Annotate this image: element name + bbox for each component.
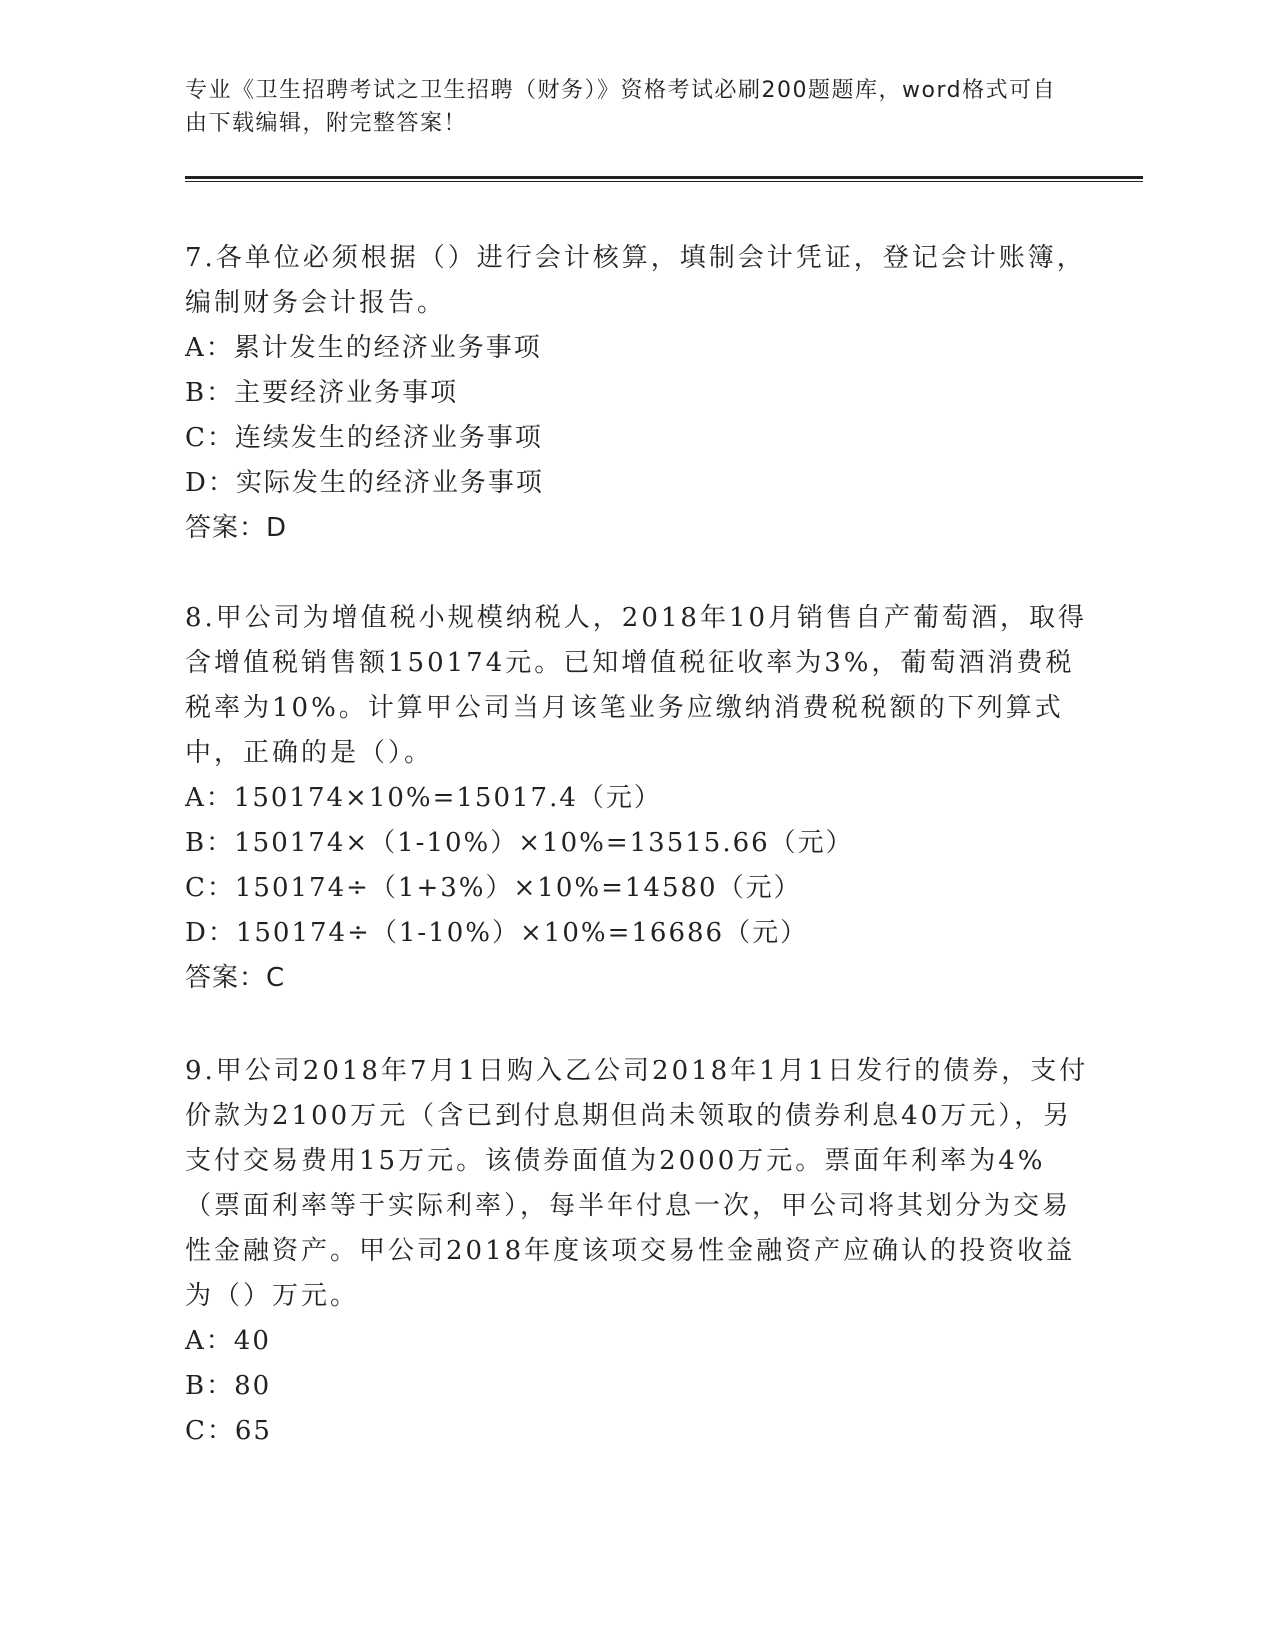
option-c: C：150174÷（1+3%）×10%=14580（元） — [185, 873, 802, 903]
option-a: A：40 — [185, 1326, 271, 1356]
question-9 — [185, 1049, 1090, 1454]
option-c: C：65 — [185, 1416, 272, 1446]
option-a: A：累计发生的经济业务事项 — [185, 333, 542, 363]
option-a: A：150174×10%=15017.4（元） — [185, 783, 662, 813]
header-divider — [185, 176, 1143, 182]
question-text: 7.各单位必须根据（）进行会计核算，填制会计凭证，登记会计账簿，编制财务会计报告。 — [185, 243, 1086, 318]
question-7 — [185, 236, 1090, 551]
answer: 答案：D — [185, 513, 288, 543]
question-8 — [185, 596, 1090, 1001]
document-header: 专业《卫生招聘考试之卫生招聘（财务）》资格考试必刷200题题库，word格式可自由下载编辑，附完整答案！ — [185, 78, 1057, 136]
option-d: D：实际发生的经济业务事项 — [185, 468, 544, 498]
question-text: 8.甲公司为增值税小规模纳税人，2018年10月销售自产葡萄酒，取得含增值税销售额150174元。已知增值税征收率为3%，葡萄酒消费税税率为10%。计算甲公司当月该笔业务应缴纳消费税税额的下列算式中，正确的是（）。 — [185, 603, 1088, 768]
option-b: B：150174×（1-10%）×10%=13515.66（元） — [185, 828, 854, 858]
answer: 答案：C — [185, 963, 286, 993]
question-text: 9.甲公司2018年7月1日购入乙公司2018年1月1日发行的债券，支付价款为2100万元（含已到付息期但尚未领取的债券利息40万元），另支付交易费用15万元。该债券面值为2000万元。票面年利率为4%（票面利率等于实际利率），每半年付息一次，甲公司将其划分为交易性金融资产。甲公司2018年度该项交易性金融资产应确认的投资收益为（）万元。 — [185, 1056, 1089, 1311]
option-b: B：80 — [185, 1371, 272, 1401]
option-d: D：150174÷（1-10%）×10%=16686（元） — [185, 918, 809, 948]
option-b: B：主要经济业务事项 — [185, 378, 459, 408]
option-c: C：连续发生的经济业务事项 — [185, 423, 543, 453]
